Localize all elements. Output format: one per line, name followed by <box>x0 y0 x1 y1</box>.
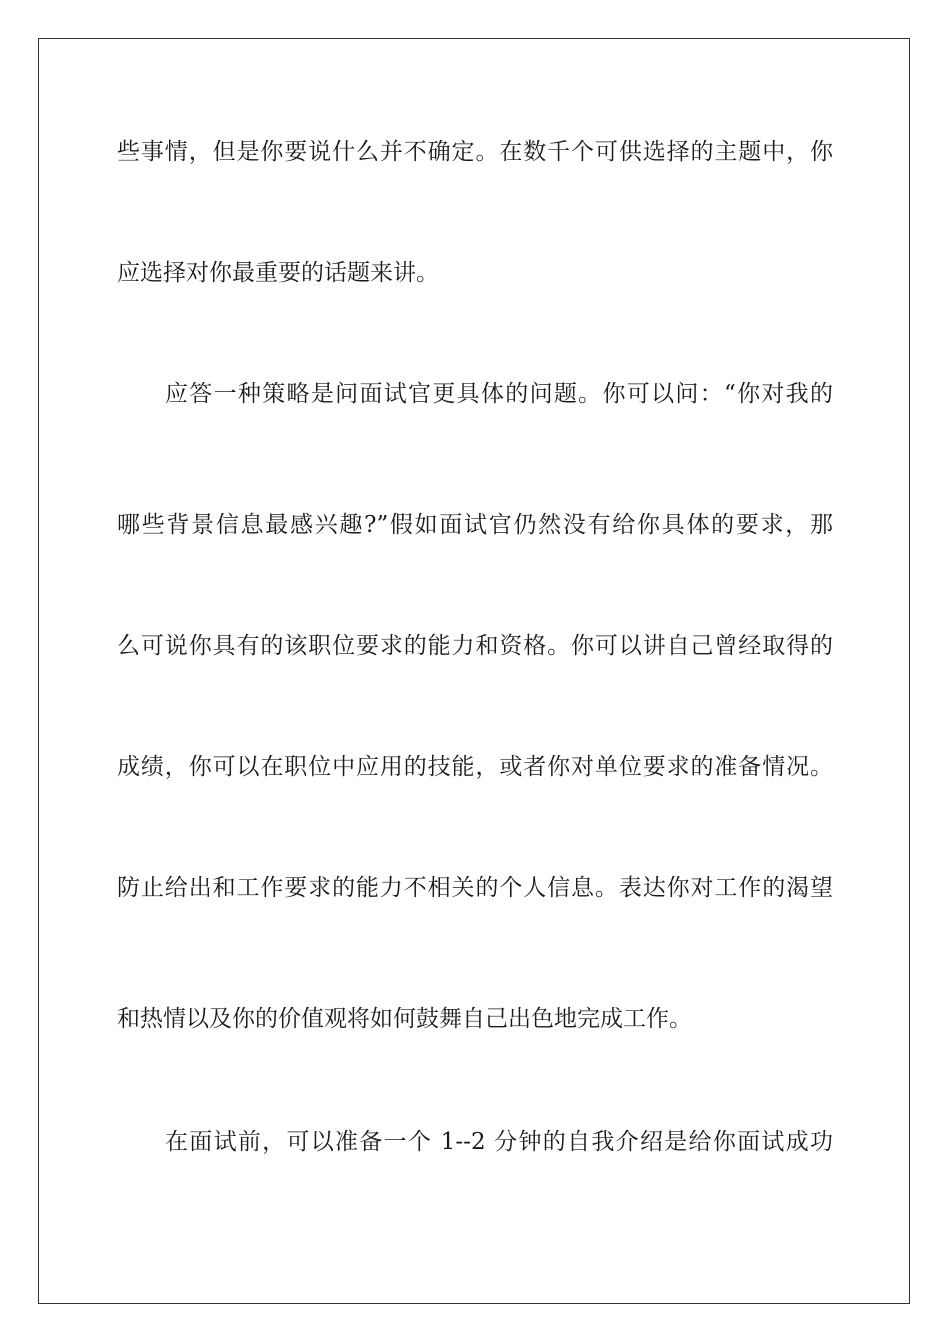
paragraph-start-line: 应答一种策略是问面试官更具体的问题。你可以问：“你对我的 <box>165 381 833 407</box>
text-line: 和热情以及你的价值观将如何鼓舞自己出色地完成工作。 <box>117 1006 692 1032</box>
page-border <box>38 38 910 1304</box>
text-line: 些事情，但是你要说什么并不确定。在数千个可供选择的主题中，你 <box>117 139 833 165</box>
text-line: 么可说你具有的该职位要求的能力和资格。你可以讲自己曾经取得的 <box>117 633 833 659</box>
text-line: 成绩，你可以在职位中应用的技能，或者你对单位要求的准备情况。 <box>117 754 833 780</box>
text-line: 应选择对你最重要的话题来讲。 <box>117 260 439 286</box>
text-line: 防止给出和工作要求的能力不相关的个人信息。表达你对工作的渴望 <box>117 875 833 901</box>
text-line: 哪些背景信息最感兴趣?”假如面试官仍然没有给你具体的要求，那 <box>117 512 833 538</box>
paragraph-start-line: 在面试前，可以准备一个 1--2 分钟的自我介绍是给你面试成功 <box>165 1129 833 1155</box>
